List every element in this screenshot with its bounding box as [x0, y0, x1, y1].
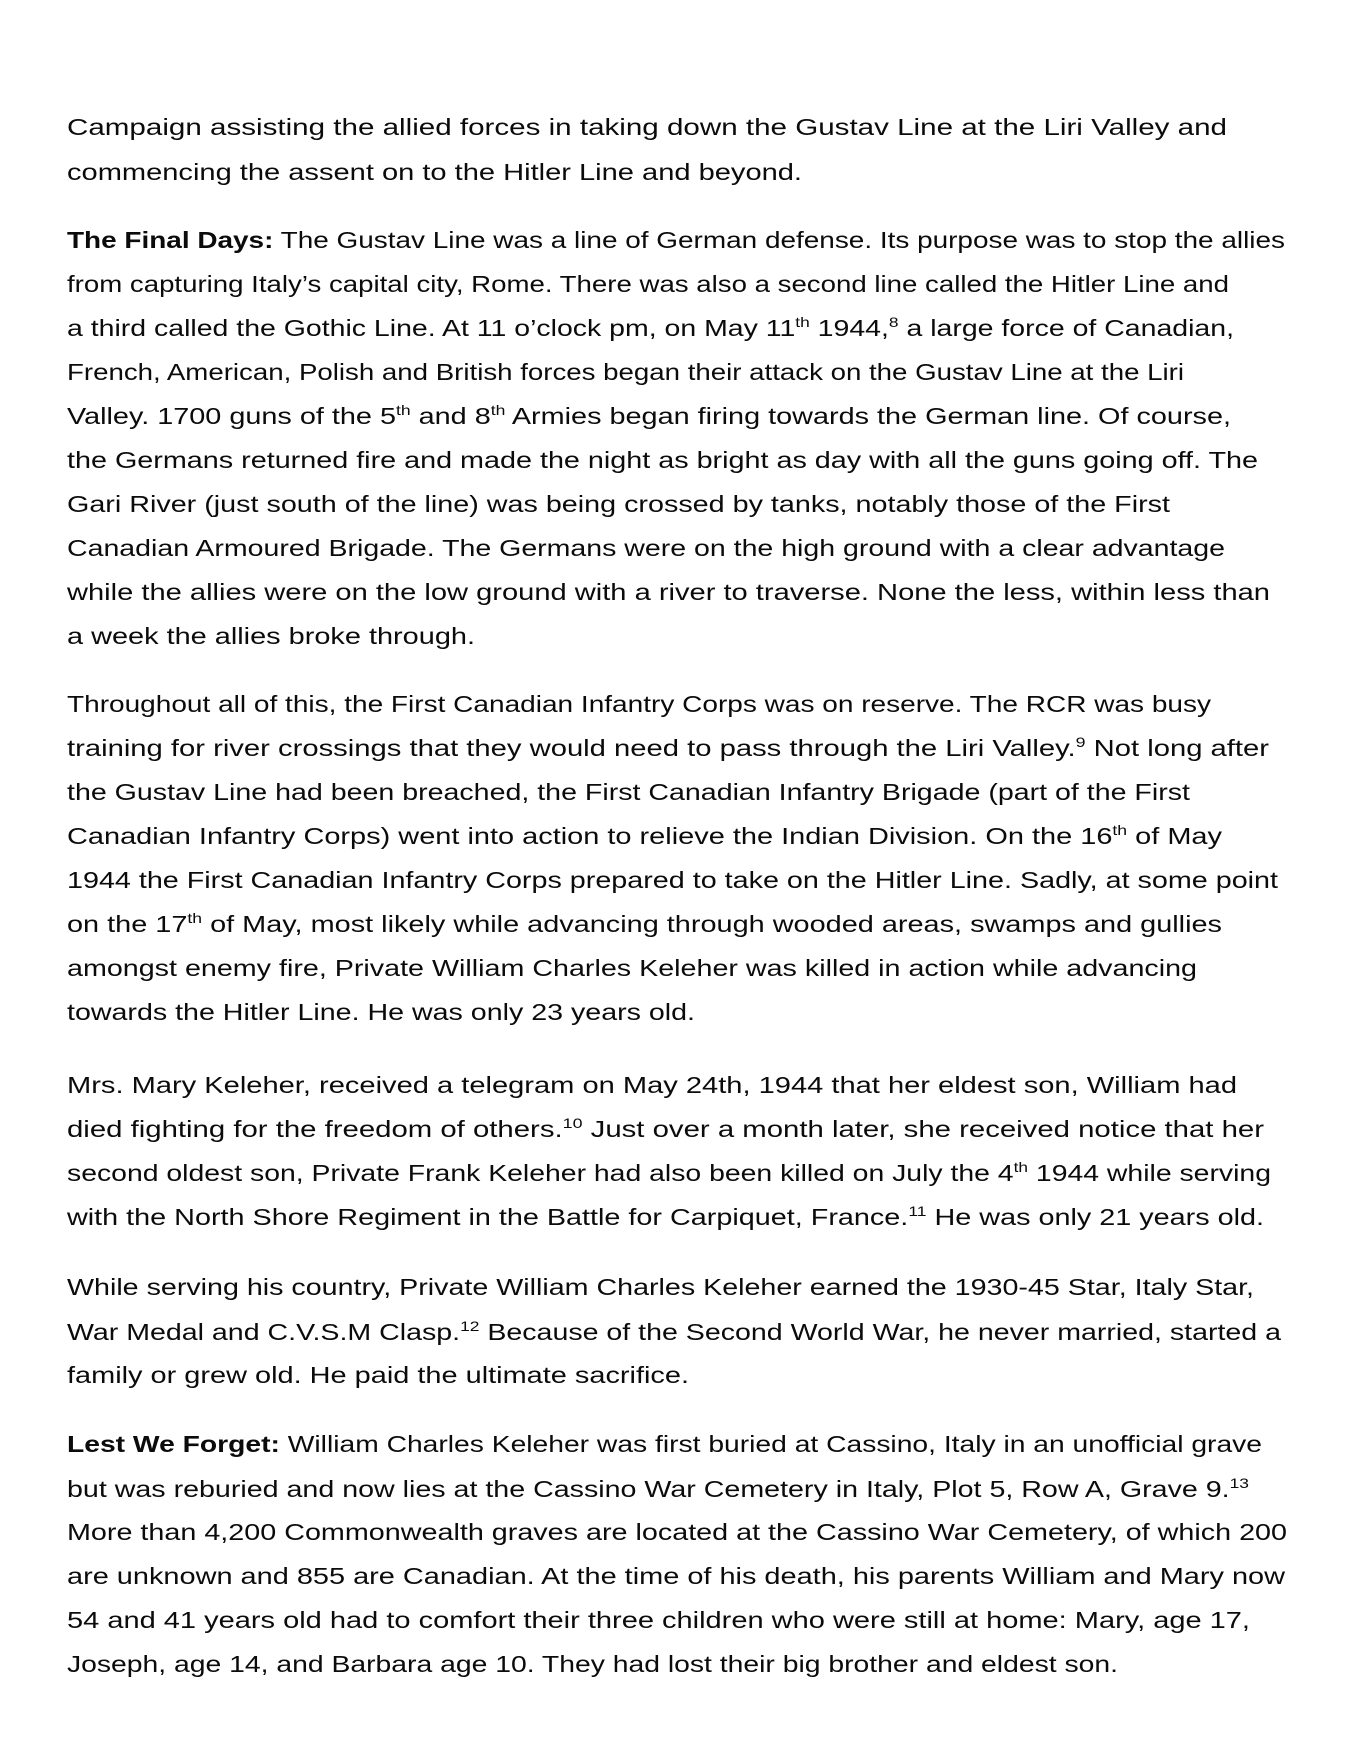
text-line: [67, 1606, 1250, 1634]
text-run: second oldest son, Private Frank Keleher had also been killed on July the 4: [67, 1160, 1014, 1186]
text-line: [67, 1273, 1254, 1301]
text-line: [67, 446, 1258, 474]
text-run: While serving his country, Private William Charles Keleher earned the 1930-45 Star, Italy Star,: [67, 1274, 1254, 1300]
text-run: of May, most likely while advancing through wooded areas, swamps and gullies: [202, 911, 1222, 937]
text-line: [67, 1203, 1264, 1231]
footnote-reference: th: [1013, 1159, 1029, 1175]
text-run: died fighting for the freedom of others.: [67, 1116, 563, 1142]
text-run: on the 17: [67, 911, 188, 937]
text-line: [67, 866, 1278, 894]
text-line: [67, 158, 802, 186]
text-line: [67, 270, 1229, 298]
text-run: the Germans returned fire and made the night as bright as day with all the guns going off. The: [67, 447, 1258, 473]
text-line: [67, 314, 1234, 342]
text-run: commencing the assent on to the Hitler Line and beyond.: [67, 159, 802, 185]
footnote-reference: th: [795, 314, 810, 330]
text-run: a large force of Canadian,: [898, 315, 1234, 341]
footnote-reference: th: [395, 402, 411, 418]
text-line: [67, 1318, 1281, 1346]
footnote-reference: 8: [888, 314, 899, 330]
text-run: Canadian Armoured Brigade. The Germans were on the high ground with a clear advantage: [67, 535, 1225, 561]
text-run: and 8: [410, 403, 491, 429]
text-run: with the North Shore Regiment in the Battle for Carpiquet, France.: [67, 1204, 909, 1230]
footnote-reference: 12: [460, 1318, 480, 1334]
text-run: while the allies were on the low ground with a river to traverse. None the less, within less than: [67, 579, 1270, 605]
text-line: [67, 113, 1227, 141]
text-run: Valley. 1700 guns of the 5: [67, 403, 396, 429]
text-run: 1944 while serving: [1028, 1160, 1271, 1186]
text-run: are unknown and 855 are Canadian. At the time of his death, his parents William and Mary now: [67, 1563, 1285, 1589]
text-run: Throughout all of this, the First Canadian Infantry Corps was on reserve. The RCR was busy: [67, 691, 1211, 717]
text-run: William Charles Keleher was first buried at Cassino, Italy in an unofficial grave: [279, 1431, 1262, 1457]
text-run: towards the Hitler Line. He was only 23 years old.: [67, 999, 695, 1025]
text-line: [67, 1430, 1262, 1458]
text-line: [67, 622, 475, 650]
text-run: amongst enemy fire, Private William Charles Keleher was killed in action while advancing: [67, 955, 1197, 981]
text-run: 54 and 41 years old had to comfort their three children who were still at home: Mary, age 17,: [67, 1607, 1250, 1633]
text-run: family or grew old. He paid the ultimate sacrifice.: [67, 1362, 689, 1388]
text-run: Joseph, age 14, and Barbara age 10. They had lost their big brother and eldest son.: [67, 1651, 1118, 1677]
text-run: training for river crossings that they would need to pass through the Liri Valley.: [67, 735, 1076, 761]
footnote-reference: 13: [1229, 1475, 1249, 1491]
text-run: a third called the Gothic Line. At 11 o’clock pm, on May 11: [67, 315, 796, 341]
text-run: Mrs. Mary Keleher, received a telegram on May 24th, 1944 that her eldest son, William had: [67, 1072, 1237, 1098]
text-line: [67, 822, 1222, 850]
text-run: the Gustav Line had been breached, the First Canadian Infantry Brigade (part of the First: [67, 779, 1190, 805]
text-run: from capturing Italy’s capital city, Rome. There was also a second line called the Hitler Line and: [67, 271, 1229, 297]
text-line: [67, 690, 1211, 718]
footnote-reference: th: [490, 402, 506, 418]
text-line: [67, 734, 1269, 762]
text-run: a week the allies broke through.: [67, 623, 475, 649]
text-line: [67, 998, 695, 1026]
text-run: 1944 the First Canadian Infantry Corps prepared to take on the Hitler Line. Sadly, at some point: [67, 867, 1278, 893]
text-line: [67, 490, 1170, 518]
text-run: The Gustav Line was a line of German defense. Its purpose was to stop the allies: [273, 227, 1285, 253]
text-line: [67, 578, 1270, 606]
text-line: [67, 1562, 1285, 1590]
text-run: More than 4,200 Commonwealth graves are located at the Cassino War Cemetery, of which 200: [67, 1519, 1287, 1545]
footnote-reference: th: [1112, 822, 1128, 838]
footnote-reference: th: [187, 910, 203, 926]
text-line: [67, 1115, 1264, 1143]
text-run: Not long after: [1085, 735, 1269, 761]
text-line: [67, 1159, 1271, 1187]
text-line: [67, 954, 1197, 982]
text-run: of May: [1127, 823, 1222, 849]
text-run: Campaign assisting the allied forces in taking down the Gustav Line at the Liri Valley and: [67, 114, 1227, 140]
text-line: [67, 1650, 1118, 1678]
text-run: but was reburied and now lies at the Cassino War Cemetery in Italy, Plot 5, Row A, Grave 9.: [67, 1476, 1230, 1502]
text-line: [67, 1361, 689, 1389]
text-line: [67, 1071, 1237, 1099]
text-line: [67, 534, 1225, 562]
text-run: Gari River (just south of the line) was being crossed by tanks, notably those of the First: [67, 491, 1170, 517]
text-line: [67, 1518, 1287, 1546]
text-line: [67, 1475, 1249, 1503]
text-run: Just over a month later, she received notice that her: [582, 1116, 1264, 1142]
text-run: He was only 21 years old.: [926, 1204, 1264, 1230]
footnote-reference: 10: [562, 1115, 583, 1131]
footnote-reference: 9: [1075, 734, 1086, 750]
footnote-reference: 11: [908, 1203, 927, 1219]
text-line: [67, 910, 1222, 938]
text-run: 1944,: [809, 315, 889, 341]
text-line: [67, 402, 1231, 430]
text-run: Because of the Second World War, he never married, started a: [479, 1319, 1281, 1345]
section-heading: The Final Days:: [67, 227, 274, 253]
text-run: Armies began firing towards the German line. Of course,: [505, 403, 1231, 429]
text-run: French, American, Polish and British forces began their attack on the Gustav Line at the Liri: [67, 359, 1184, 385]
section-heading: Lest We Forget:: [67, 1431, 280, 1457]
text-run: War Medal and C.V.S.M Clasp.: [67, 1319, 461, 1345]
text-line: [67, 358, 1184, 386]
text-run: Canadian Infantry Corps) went into action to relieve the Indian Division. On the 16: [67, 823, 1113, 849]
text-line: [67, 778, 1190, 806]
text-line: [67, 226, 1285, 254]
